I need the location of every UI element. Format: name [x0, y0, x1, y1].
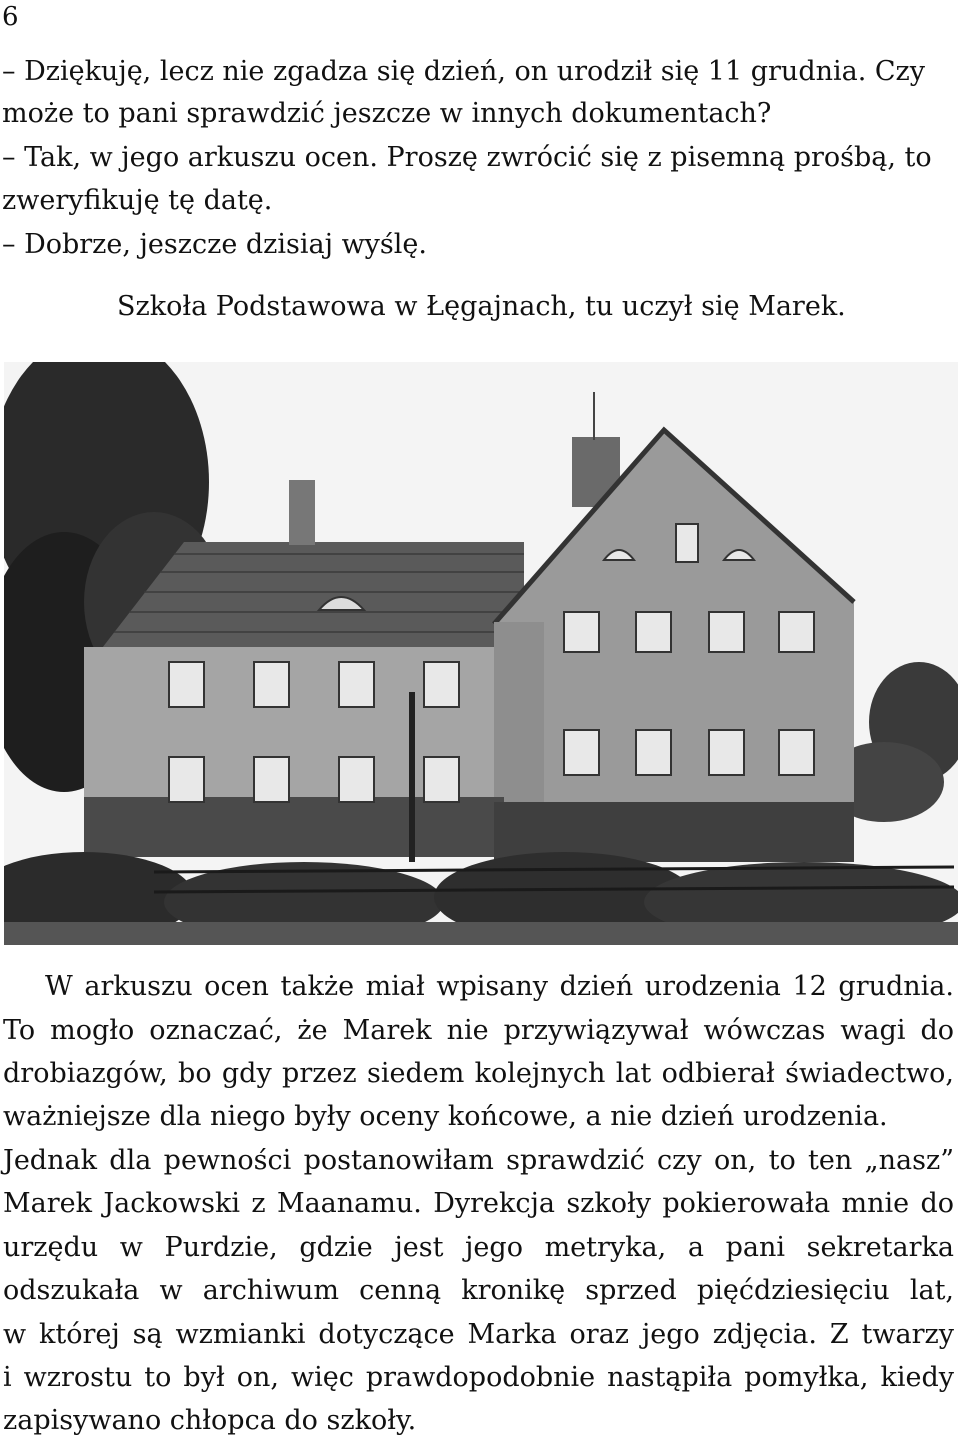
paragraph-line-5: Jednak dla pewności postanowiłam sprawdzić czy on, to ten „nasz” — [3, 1145, 954, 1176]
paragraph-line-11: zapisywano chłopca do szkoły. — [3, 1405, 417, 1436]
paragraph-line-4: ważniejsze dla niego były oceny końcowe, a nie dzień urodzenia. — [3, 1101, 888, 1132]
paragraph-line-1: W arkuszu ocen także miał wpisany dzień urodzenia 12 grudnia. — [45, 971, 954, 1002]
dialogue-line-4: zweryfikuję tę datę. — [2, 185, 273, 216]
paragraph-line-3: drobiazgów, bo gdy przez siedem kolejnych lat odbierał świadectwo, — [3, 1058, 954, 1089]
dialogue-line-2: może to pani sprawdzić jeszcze w innych dokumentach? — [2, 98, 772, 129]
paragraph-line-6: Marek Jackowski z Maanamu. Dyrekcja szkoły pokierowała mnie do — [3, 1188, 954, 1219]
paragraph-line-7: urzędu w Purdzie, gdzie jest jego metryka, a pani sekretarka — [3, 1232, 954, 1263]
paragraph-line-9: w której są wzmianki dotyczące Marka oraz jego zdjęcia. Z twarzy — [3, 1319, 954, 1350]
dialogue-line-3: – Tak, w jego arkuszu ocen. Proszę zwrócić się z pisemną prośbą, to — [2, 142, 932, 173]
page-number: 6 — [2, 2, 19, 32]
dialogue-line-1: – Dziękuję, lecz nie zgadza się dzień, on urodził się 11 grudnia. Czy — [2, 56, 926, 87]
dialogue-line-5: – Dobrze, jeszcze dzisiaj wyślę. — [2, 229, 427, 260]
paragraph-line-2: To mogło oznaczać, że Marek nie przywiązywał wówczas wagi do — [3, 1015, 954, 1046]
paragraph-line-8: odszukała w archiwum cenną kronikę sprzed pięćdziesięciu lat, — [3, 1275, 954, 1306]
school-building-photo — [4, 362, 958, 945]
photo-caption: Szkoła Podstawowa w Łęgajnach, tu uczył się Marek. — [117, 291, 846, 322]
paragraph-line-10: i wzrostu to był on, więc prawdopodobnie nastąpiła pomyłka, kiedy — [3, 1362, 954, 1393]
